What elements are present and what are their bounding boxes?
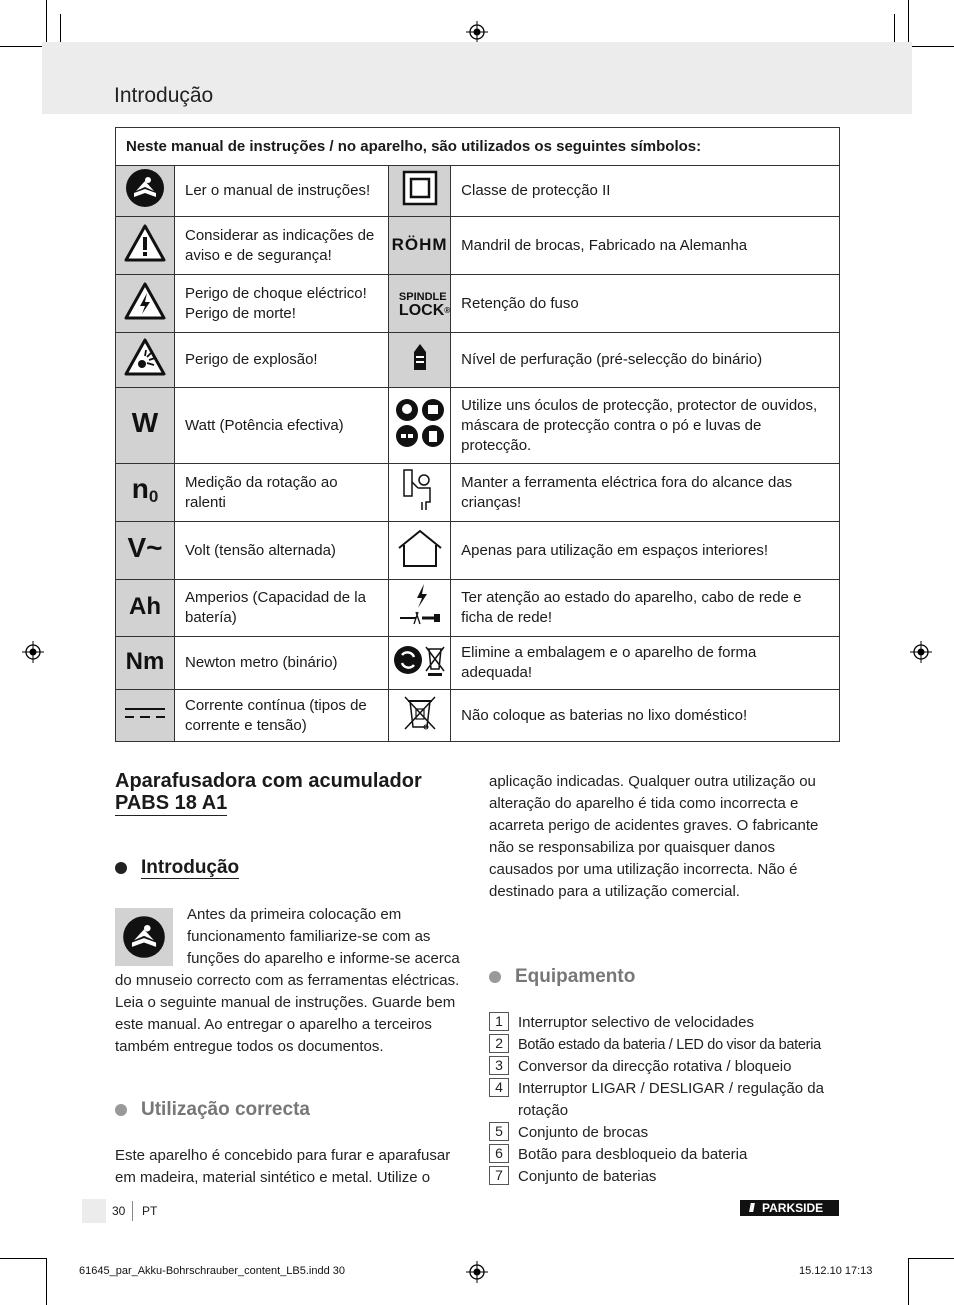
usage-paragraph-col1: [115, 1145, 465, 1191]
drill-level-icon: [388, 333, 450, 388]
crop-mark: [46, 0, 47, 46]
item-label: Botão para desbloqueio da bateria: [518, 1146, 748, 1163]
newton-metre-symbol: [116, 637, 175, 690]
equipment-heading: [489, 966, 635, 988]
ampere-hour-symbol-text: Ah: [129, 592, 161, 620]
bullet-icon: [115, 862, 127, 874]
crop-mark: [908, 46, 954, 47]
item-label: Conjunto de baterias: [518, 1168, 657, 1185]
protective-equipment-icon: [388, 388, 450, 464]
electric-shock-icon: [116, 275, 175, 333]
page-number: 30: [112, 1204, 126, 1218]
item-number: 1: [489, 1012, 509, 1031]
read-manual-icon: [115, 908, 173, 966]
registration-mark-icon: [466, 21, 488, 43]
symbol-desc: Retenção do fuso: [451, 275, 840, 333]
intro-paragraph: Antes da primeira colocação em funcionamento familiarize-se com as funções do aparelho e informe-se acerca do mnuseio correcto com as ferramentas eléctricas. Leia o seguinte manual de instruções. Guarde bem este manual. Ao entregar o aparelho a terceiros também entregue todos os documentos.: [115, 906, 460, 1055]
list-item: [489, 1034, 841, 1056]
symbol-desc: Medição da rotação ao ralenti: [175, 464, 389, 522]
intro-paragraph-block: [115, 904, 465, 1058]
child-safety-icon: [388, 464, 450, 522]
idle-speed-symbol-text: n: [131, 472, 149, 504]
symbols-table-heading: Neste manual de instruções / no aparelho, são utilizados os seguintes símbolos:: [116, 128, 840, 166]
rohm-logo: [388, 217, 450, 275]
symbol-desc: Corrente contínua (tipos de corrente e tensão): [175, 690, 389, 742]
list-item: [489, 1078, 841, 1122]
direct-current-icon: [116, 690, 175, 742]
registration-mark-icon: [22, 641, 44, 663]
crop-mark: [46, 1258, 47, 1305]
crop-mark: [908, 1258, 909, 1305]
volt-symbol-text: V~: [127, 532, 163, 563]
symbol-desc: Newton metro (binário): [175, 637, 389, 690]
item-number: 3: [489, 1056, 509, 1075]
rohm-logo-text: RÖHM: [391, 235, 448, 254]
item-label: Botão estado da bateria / LED do visor da bateria: [518, 1037, 821, 1053]
spindle-lock-reg: ®: [444, 305, 451, 315]
footer-tab: [82, 1199, 106, 1223]
item-number: 5: [489, 1122, 509, 1141]
usage-heading-text: Utilização correcta: [141, 1099, 310, 1120]
item-number: 2: [489, 1034, 509, 1053]
idle-speed-symbol: [116, 464, 175, 522]
battery-bin-icon: [388, 690, 450, 742]
registration-mark-icon: [466, 1261, 488, 1283]
spindle-lock-top: SPINDLE: [398, 290, 447, 303]
footer-divider: [132, 1201, 133, 1221]
registration-mark-icon: [910, 641, 932, 663]
crop-mark: [908, 1258, 954, 1259]
item-label: Interruptor selectivo de velocidades: [518, 1014, 754, 1031]
item-number: 7: [489, 1166, 509, 1185]
symbol-desc: Utilize uns óculos de protecção, protector de ouvidos, máscara de protecção contra o pó e luvas de protecção.: [451, 388, 840, 464]
crop-mark: [908, 0, 909, 46]
symbol-desc: Perigo de choque eléctrico! Perigo de morte!: [175, 275, 389, 333]
intro-heading: [115, 857, 239, 879]
symbol-desc: Classe de protecção II: [451, 166, 840, 217]
usage-paragraph-continued: aplicação indicadas. Qualquer outra utilização ou alteração do aparelho é tida como incorrecta e acarreta perigo de acidentes graves. O fabricante não se responsabiliza por quaisquer danos causados por uma utilização incorrecta. Não é destinado para a utilização comercial.: [489, 773, 819, 900]
bullet-icon: [489, 971, 501, 983]
item-number: 4: [489, 1078, 509, 1097]
recycling-icon: [388, 637, 450, 690]
list-item: [489, 1056, 841, 1078]
item-number: 6: [489, 1144, 509, 1163]
symbol-desc: Mandril de brocas, Fabricado na Alemanha: [451, 217, 840, 275]
symbol-desc: Perigo de explosão!: [175, 333, 389, 388]
list-item: [489, 1144, 841, 1166]
symbol-desc: Considerar as indicações de aviso e de segurança!: [175, 217, 389, 275]
symbol-desc: Ler o manual de instruções!: [175, 166, 389, 217]
warning-triangle-icon: [116, 217, 175, 275]
language-code: PT: [142, 1204, 158, 1218]
product-title-line1: Aparafusadora com acumulador: [115, 770, 422, 792]
spindle-lock-logo: [388, 275, 450, 333]
symbol-desc: Nível de perfuração (pré-selecção do binário): [451, 333, 840, 388]
ampere-hour-symbol: [116, 580, 175, 637]
logo-stripes-icon: ///: [748, 1201, 753, 1215]
page-title: Introdução: [114, 84, 214, 107]
intro-heading-text: Introdução: [141, 857, 240, 878]
volt-symbol: [116, 522, 175, 580]
usage-heading: [115, 1099, 310, 1121]
read-manual-icon: [116, 166, 175, 217]
symbol-desc: Amperios (Capacidad de la batería): [175, 580, 389, 637]
watt-symbol: [116, 388, 175, 464]
crop-mark: [0, 46, 46, 47]
file-info: 61645_par_Akku-Bohrschrauber_content_LB5.indd 30: [79, 1265, 346, 1277]
protection-class-ii-icon: [388, 166, 450, 217]
house-icon: [388, 522, 450, 580]
list-item: [489, 1166, 841, 1188]
parkside-logo-text: PARKSIDE: [762, 1201, 824, 1215]
spindle-lock-bottom: LOCK: [398, 301, 445, 319]
symbol-desc: Ter atenção ao estado do aparelho, cabo de rede e ficha de rede!: [451, 580, 840, 637]
symbol-desc: Elimine a embalagem e o aparelho de forma adequada!: [451, 637, 840, 690]
product-title: [115, 770, 475, 816]
newton-metre-symbol-text: Nm: [125, 647, 165, 675]
equipment-heading-text: Equipamento: [515, 966, 636, 987]
symbol-desc: Watt (Potência efectiva): [175, 388, 389, 464]
item-label: Conversor da direcção rotativa / bloqueio: [518, 1058, 792, 1075]
symbols-table: [115, 127, 840, 742]
symbol-desc: Não coloque as baterias no lixo doméstico!: [451, 690, 840, 742]
bullet-icon: [115, 1104, 127, 1116]
usage-paragraph-col2: [489, 771, 839, 927]
item-label: Interruptor LIGAR / DESLIGAR / regulação da rotação: [518, 1080, 824, 1119]
symbol-desc: Volt (tensão alternada): [175, 522, 389, 580]
product-title-line2: PABS 18 A1: [115, 792, 228, 814]
print-date: 15.12.10 17:13: [799, 1265, 873, 1277]
list-item: [489, 1012, 841, 1034]
item-label: Conjunto de brocas: [518, 1124, 649, 1141]
list-item: [489, 1122, 841, 1144]
idle-speed-symbol-sub: 0: [148, 486, 159, 506]
symbol-desc: Manter a ferramenta eléctrica fora do alcance das crianças!: [451, 464, 840, 522]
damaged-cable-icon: [388, 580, 450, 637]
explosion-icon: [116, 333, 175, 388]
watt-symbol-text: W: [131, 407, 159, 438]
usage-paragraph: Este aparelho é concebido para furar e aparafusar em madeira, material sintético e metal. Utilize o: [115, 1147, 451, 1186]
crop-mark: [0, 1258, 46, 1259]
equipment-list: [489, 1012, 841, 1188]
parkside-logo: [740, 1200, 839, 1216]
symbol-desc: Apenas para utilização em espaços interiores!: [451, 522, 840, 580]
